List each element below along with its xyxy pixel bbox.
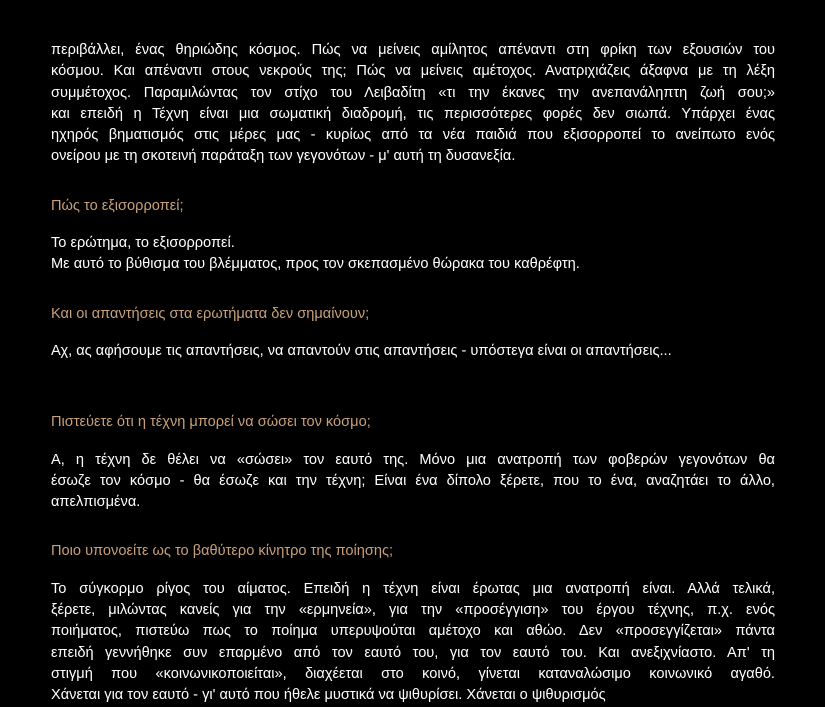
text-line: έσωζε τον κόσμο - θα έσωζε και την τέχνη; Είναι ένα δίπολο ξέρετε, που το ένα, αναζητάει το άλλο, <box>51 472 775 489</box>
text-line: περιβάλλει, ένας θηριώδης κόσμος. Πώς να μείνεις αμίλητος απέναντι στη φρίκη των εξουσιών του <box>51 42 775 58</box>
text-line: Α, η τέχνη δε θέλει να «σώσει» τον εαυτό της. Μόνο μια ανατροπή των φοβερών γεγονότων θα <box>51 451 775 468</box>
document-page <box>51 40 775 707</box>
interview-question-1: Πώς το εξισορροπεί; <box>51 197 184 214</box>
text-line: στιγμή που «κοινωνικοποιείται», διαχέεται στο κοινό, γίνεται καταναλώσιμο κοινωνικό αγαθό. <box>51 665 775 682</box>
interview-question-2: Και οι απαντήσεις στα ερωτήματα δεν σημαίνουν; <box>51 305 370 322</box>
intro-paragraph <box>51 40 775 168</box>
interview-question-4: Ποιο υπονοείτε ως το βαθύτερο κίνητρο της ποίησης; <box>51 543 394 560</box>
interview-answer-2 <box>51 341 775 362</box>
interview-answer-1 <box>51 233 775 276</box>
interview-answer-3 <box>51 450 775 514</box>
text-line: Το σύγκορμο ρίγος του αίματος. Επειδή η τέχνη είναι έρωτας μια ανατροπή είναι. Αλλά τελικά, <box>51 580 775 597</box>
text-line: Χάνεται για τον εαυτό - γι' αυτό που ήθελε μυστικά να ψιθυρίσει. Χάνεται ο ψιθυρισμός <box>51 687 606 704</box>
text-line: Το ερώτημα, το εξισορροπεί. <box>51 235 235 252</box>
text-line: ποιήματος, πιστεύω πως το ποίημα υπερυψούται αμέτοχο και αθώο. Δεν «προσεγγίζεται» πάντα <box>51 623 775 640</box>
text-line: επειδή γεννήθηκε συν επαρμένο από τον εαυτό του, για τον εαυτό του. Και ανεξιχνίαστο. Απ' τη <box>51 644 775 661</box>
text-line: απελπισμένα. <box>51 494 141 511</box>
text-line: ονείρου με τη σκοτεινή παράταξη των γεγονότων - μ' αυτή τη δυσανεξία. <box>51 148 516 165</box>
text-line: ξέρετε, μιλώντας κανείς για την «ερμηνεία», για την «προσέγγιση» του έργου τέχνης, π.χ. ενός <box>51 602 775 619</box>
text-line: Αχ, ας αφήσουμε τις απαντήσεις, να απαντούν στις απαντήσεις - υπόστεγα είναι οι απαντήσεις... <box>51 342 672 359</box>
text-line: Με αυτό το βύθισμα του βλέμματος, προς τον σκεπασμένο θώρακα του καθρέφτη. <box>51 256 580 273</box>
interview-question-3: Πιστεύετε ότι η τέχνη μπορεί να σώσει τον κόσμο; <box>51 414 371 431</box>
text-line: κόσμου. Και απέναντι στους νεκρούς της; Πώς να μείνεις αμέτοχος. Ανατριχιάζεις άξαφνα με τη λέξη <box>51 63 775 80</box>
text-line: ηχηρός βηματισμός στις μέρες μας - κυρίως από τα νέα παιδιά που εξισορροπεί το ανείπωτο ενός <box>51 127 775 144</box>
interview-answer-4 <box>51 579 775 707</box>
text-line: συμμέτοχος. Παραμιλώντας τον στίχο του Λειβαδίτη «τι την έκανες την ανεπανάληπτη ζωή σου;» <box>51 84 775 101</box>
text-line: και επειδή η Τέχνη είναι μια σωματική διαδρομή, τις περισσότερες φορές δεν σιωπά. Υπάρχει ένας <box>51 105 775 122</box>
